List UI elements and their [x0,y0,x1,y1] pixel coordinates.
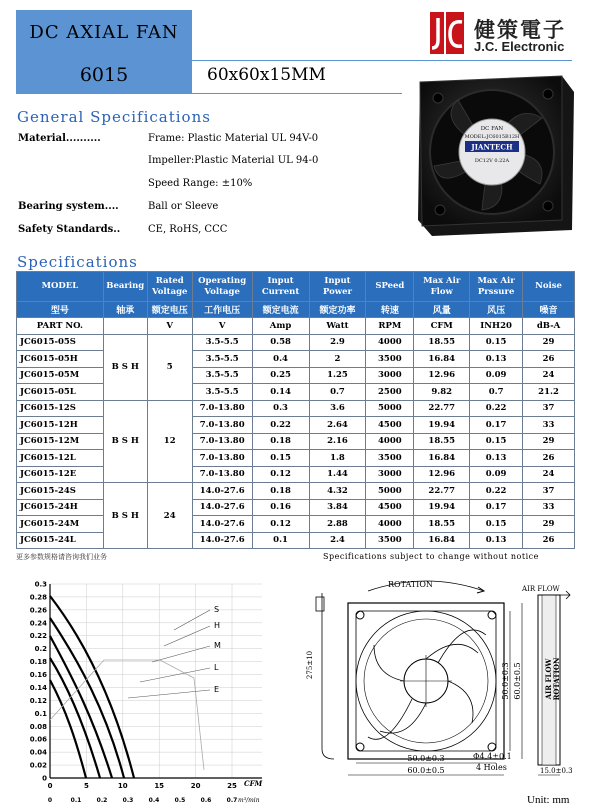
model-cell: JC6015-24S [17,483,104,500]
value-cell: 9.82 [414,384,470,401]
bearing-cell: B S H [103,334,147,400]
value-cell: 14.0-27.6 [192,499,252,516]
fan-label-rating: DC12V 0.22A [474,158,510,164]
value-cell: 7.0-13.80 [192,450,252,467]
value-cell: 2.4 [309,532,366,549]
unit-cell: INH20 [470,318,523,335]
value-cell: 3.84 [309,499,366,516]
value-cell: 7.0-13.80 [192,417,252,434]
value-cell: 18.55 [414,516,470,533]
value-cell: 0.13 [470,532,523,549]
column-header: Noise [523,272,575,302]
spec-heading: Specifications [17,253,138,271]
value-cell: 2.9 [309,334,366,351]
x-tick-label-m3: 0.5 [174,797,186,804]
value-cell: 0.12 [252,466,309,483]
value-cell: 37 [523,483,575,500]
table-row [17,532,575,549]
column-header-cn: 额定电流 [252,302,309,318]
value-cell: 33 [523,499,575,516]
fan-label-brand: JIANTECH [471,142,513,152]
spec-table [16,271,575,549]
y-tick-label: 0.24 [29,619,47,628]
value-cell: 0.17 [470,499,523,516]
y-tick-label: 0.04 [29,748,47,757]
value-cell: 26 [523,532,575,549]
value-cell: 7.0-13.80 [192,433,252,450]
general-spec-heading: General Specifications [17,108,211,126]
unit-row [17,318,575,335]
value-cell: 1.8 [309,450,366,467]
column-header: Input Power [309,272,366,302]
spec-note-chinese: 更多参数规格请咨询我们业务 [16,553,107,561]
table-row [17,466,575,483]
value-cell: 14.0-27.6 [192,516,252,533]
value-cell: 2.64 [309,417,366,434]
table-row [17,351,575,368]
value-cell: 3.5-5.5 [192,334,252,351]
curve-label: E [214,685,220,694]
value-cell: 16.84 [414,351,470,368]
bearing-cell: B S H [103,483,147,549]
rotation-side-label: ROTATION [552,657,561,701]
model-cell: JC6015-12S [17,400,104,417]
value-cell: 0.22 [470,400,523,417]
model-cell: JC6015-12M [17,433,104,450]
model-cell: JC6015-12H [17,417,104,434]
column-header: Max Air Flow [414,272,470,302]
table-row [17,516,575,533]
unit-cell: V [147,318,192,335]
header-divider [192,60,572,61]
y-tick-label: 0.02 [29,761,47,770]
spec-note: Specifications subject to change without notice [323,552,539,561]
wire-length: 275±10 [306,650,314,680]
y-tick-label: 0.1 [34,709,47,718]
product-title: DC AXIAL FAN [29,22,179,43]
x-tick-label-m3: 0.3 [122,797,134,804]
x-tick-label: 25 [227,782,237,790]
value-cell: 0.22 [252,417,309,434]
unit-cell: dB-A [523,318,575,335]
dim-inner-width: 50.0±0.3 [407,754,445,763]
speed-range: Speed Range: ±10% [148,178,253,189]
value-cell: 0.15 [470,433,523,450]
value-cell: 0.09 [470,367,523,384]
dimension-drawing [288,573,580,795]
fan-label-model: MODEL:JC6015B12H [464,134,520,140]
value-cell: 0.16 [252,499,309,516]
x-tick-label: 20 [190,782,201,790]
x-tick-label: 0 [47,782,53,790]
column-header-cn: 型号 [17,302,104,318]
y-tick-label: 0.18 [29,658,47,667]
header-row-cn [17,302,575,318]
value-cell: 0.7 [309,384,366,401]
y-tick-label: 0.14 [29,683,47,692]
value-cell: 4500 [366,417,414,434]
rated-voltage-cell: 12 [147,400,192,483]
air-flow-side-label: AIR FLOW [544,658,553,700]
column-header: Operating Voltage [192,272,252,302]
value-cell: 3500 [366,351,414,368]
bearing-label: Bearing system.... [18,201,119,212]
column-header: Max Air Prssure [470,272,523,302]
x-tick-label: 5 [83,782,89,790]
value-cell: 0.09 [470,466,523,483]
curve-label: M [214,641,221,650]
y-tick-label: 0.12 [29,696,47,705]
value-cell: 0.25 [252,367,309,384]
column-header: MODEL [17,272,104,302]
value-cell: 0.15 [470,334,523,351]
x-tick-label-m3: 0.4 [148,797,160,804]
value-cell: 5000 [366,400,414,417]
value-cell: 19.94 [414,417,470,434]
model-cell: JC6015-24L [17,532,104,549]
value-cell: 0.13 [470,351,523,368]
table-row [17,367,575,384]
value-cell: 16.84 [414,450,470,467]
x-tick-label-m3: 0.6 [200,797,212,804]
y-tick-label: 0.16 [29,671,47,680]
y-tick-label: 0.28 [29,593,47,602]
y-tick-label: 0.26 [29,606,47,615]
table-row [17,400,575,417]
unit-cell: CFM [414,318,470,335]
dim-depth: 15.0±0.3 [540,767,573,775]
x-tick-label-m3: 0.1 [70,797,82,804]
value-cell: 33 [523,417,575,434]
curve-label: L [214,663,219,672]
curve-label: H [214,621,221,630]
rated-voltage-cell: 24 [147,483,192,549]
value-cell: 3.5-5.5 [192,384,252,401]
value-cell: 22.77 [414,400,470,417]
unit-cell: Amp [252,318,309,335]
column-header-cn: 噪音 [523,302,575,318]
value-cell: 3500 [366,450,414,467]
model-cell: JC6015-05H [17,351,104,368]
header-divider-bottom [192,93,402,94]
value-cell: 18.55 [414,334,470,351]
value-cell: 3.6 [309,400,366,417]
hole-count: 4 Holes [476,763,507,772]
column-header: Bearing [103,272,147,302]
jc-logo-icon [428,12,466,54]
column-header: Rated Voltage [147,272,192,302]
value-cell: 1.25 [309,367,366,384]
x-tick-label-m3: 0.2 [96,797,108,804]
safety-value: CE, RoHS, CCC [148,224,228,235]
value-cell: 2500 [366,384,414,401]
unit-cell [103,318,147,335]
model-cell: JC6015-05M [17,367,104,384]
column-header: Input Current [252,272,309,302]
table-row [17,417,575,434]
air-flow-label: AIR FLOW [522,585,560,593]
y-tick-label: 0.2 [34,645,47,654]
value-cell: 0.7 [470,384,523,401]
value-cell: 0.13 [470,450,523,467]
value-cell: 0.58 [252,334,309,351]
dim-outer-height: 60.0±0.5 [513,662,522,700]
column-header-cn: 风压 [470,302,523,318]
x-tick-label: 15 [154,782,165,790]
value-cell: 0.22 [470,483,523,500]
model-cell: JC6015-05L [17,384,104,401]
value-cell: 4000 [366,433,414,450]
value-cell: 4.32 [309,483,366,500]
value-cell: 0.15 [470,516,523,533]
product-size: 60x60x15MM [207,65,326,85]
fan-label-line1: DC FAN [480,126,504,132]
company-logo [428,12,578,56]
unit-cell: V [192,318,252,335]
value-cell: 18.55 [414,433,470,450]
value-cell: 3.5-5.5 [192,351,252,368]
column-header: SPeed [366,272,414,302]
table-row [17,334,575,351]
hole-diameter: Φ4.4±0.1 [473,752,512,761]
unit-cell: RPM [366,318,414,335]
impeller-material: Impeller:Plastic Material UL 94-0 [148,155,319,166]
value-cell: 2.16 [309,433,366,450]
value-cell: 5000 [366,483,414,500]
value-cell: 3000 [366,367,414,384]
value-cell: 0.1 [252,532,309,549]
bearing-cell: B S H [103,400,147,483]
header-row [17,272,575,302]
value-cell: 4000 [366,334,414,351]
performance-curve [14,570,276,808]
value-cell: 19.94 [414,499,470,516]
value-cell: 0.12 [252,516,309,533]
unit-cell: PART NO. [17,318,104,335]
value-cell: 12.96 [414,367,470,384]
value-cell: 3000 [366,466,414,483]
value-cell: 14.0-27.6 [192,532,252,549]
dim-inner-height: 50.0±0.3 [501,662,510,700]
column-header-cn: 风量 [414,302,470,318]
table-row [17,499,575,516]
value-cell: 16.84 [414,532,470,549]
value-cell: 4500 [366,499,414,516]
y-tick-label: 0.06 [29,735,47,744]
column-header-cn: 转速 [366,302,414,318]
value-cell: 2.88 [309,516,366,533]
logo-english-name: J.C. Electronic [474,39,565,54]
value-cell: 22.77 [414,483,470,500]
value-cell: 4000 [366,516,414,533]
value-cell: 0.14 [252,384,309,401]
column-header-cn: 额定功率 [309,302,366,318]
y-tick-label: 0 [42,774,47,783]
value-cell: 0.4 [252,351,309,368]
value-cell: 29 [523,433,575,450]
unit-cell: Watt [309,318,366,335]
material-label: Material.......... [18,133,101,144]
column-header-cn: 轴承 [103,302,147,318]
value-cell: 0.18 [252,483,309,500]
value-cell: 7.0-13.80 [192,466,252,483]
product-model: 6015 [79,64,129,86]
fan-photo [412,70,577,240]
x-tick-label-m3: 0 [47,797,53,804]
value-cell: 26 [523,450,575,467]
dim-outer-width: 60.0±0.5 [407,766,445,775]
value-cell: 26 [523,351,575,368]
rotation-label: ROTATION [388,580,433,589]
column-header-cn: 额定电压 [147,302,192,318]
value-cell: 0.3 [252,400,309,417]
table-row [17,433,575,450]
table-row [17,450,575,467]
y-tick-label: 0.08 [29,722,47,731]
value-cell: 21.2 [523,384,575,401]
value-cell: 3500 [366,532,414,549]
bearing-value: Ball or Sleeve [148,201,219,212]
x-tick-label: 10 [117,782,128,790]
safety-label: Safety Standards.. [18,224,121,235]
y-tick-label: 0.22 [29,632,47,641]
column-header-cn: 工作电压 [192,302,252,318]
value-cell: 29 [523,516,575,533]
value-cell: 29 [523,334,575,351]
y-tick-label: 0.3 [34,580,47,589]
value-cell: 37 [523,400,575,417]
table-row [17,384,575,401]
value-cell: 2 [309,351,366,368]
value-cell: 0.17 [470,417,523,434]
model-cell: JC6015-12L [17,450,104,467]
table-row [17,483,575,500]
x-tick-label-m3: 0.7 [226,797,238,804]
unit-label: Unit: mm [527,794,570,806]
value-cell: 0.15 [252,450,309,467]
value-cell: 3.5-5.5 [192,367,252,384]
logo-chinese-name: 健策電子 [474,18,566,42]
model-cell: JC6015-24H [17,499,104,516]
value-cell: 0.18 [252,433,309,450]
model-cell: JC6015-24M [17,516,104,533]
x-unit-m3: m³/min [238,797,260,804]
value-cell: 14.0-27.6 [192,483,252,500]
rated-voltage-cell: 5 [147,334,192,400]
value-cell: 1.44 [309,466,366,483]
model-cell: JC6015-05S [17,334,104,351]
value-cell: 7.0-13.80 [192,400,252,417]
x-unit-cfm: CFM [244,779,263,788]
value-cell: 24 [523,367,575,384]
model-cell: JC6015-12E [17,466,104,483]
value-cell: 24 [523,466,575,483]
curve-label: S [214,605,220,614]
value-cell: 12.96 [414,466,470,483]
frame-material: Frame: Plastic Material UL 94V-0 [148,133,319,144]
